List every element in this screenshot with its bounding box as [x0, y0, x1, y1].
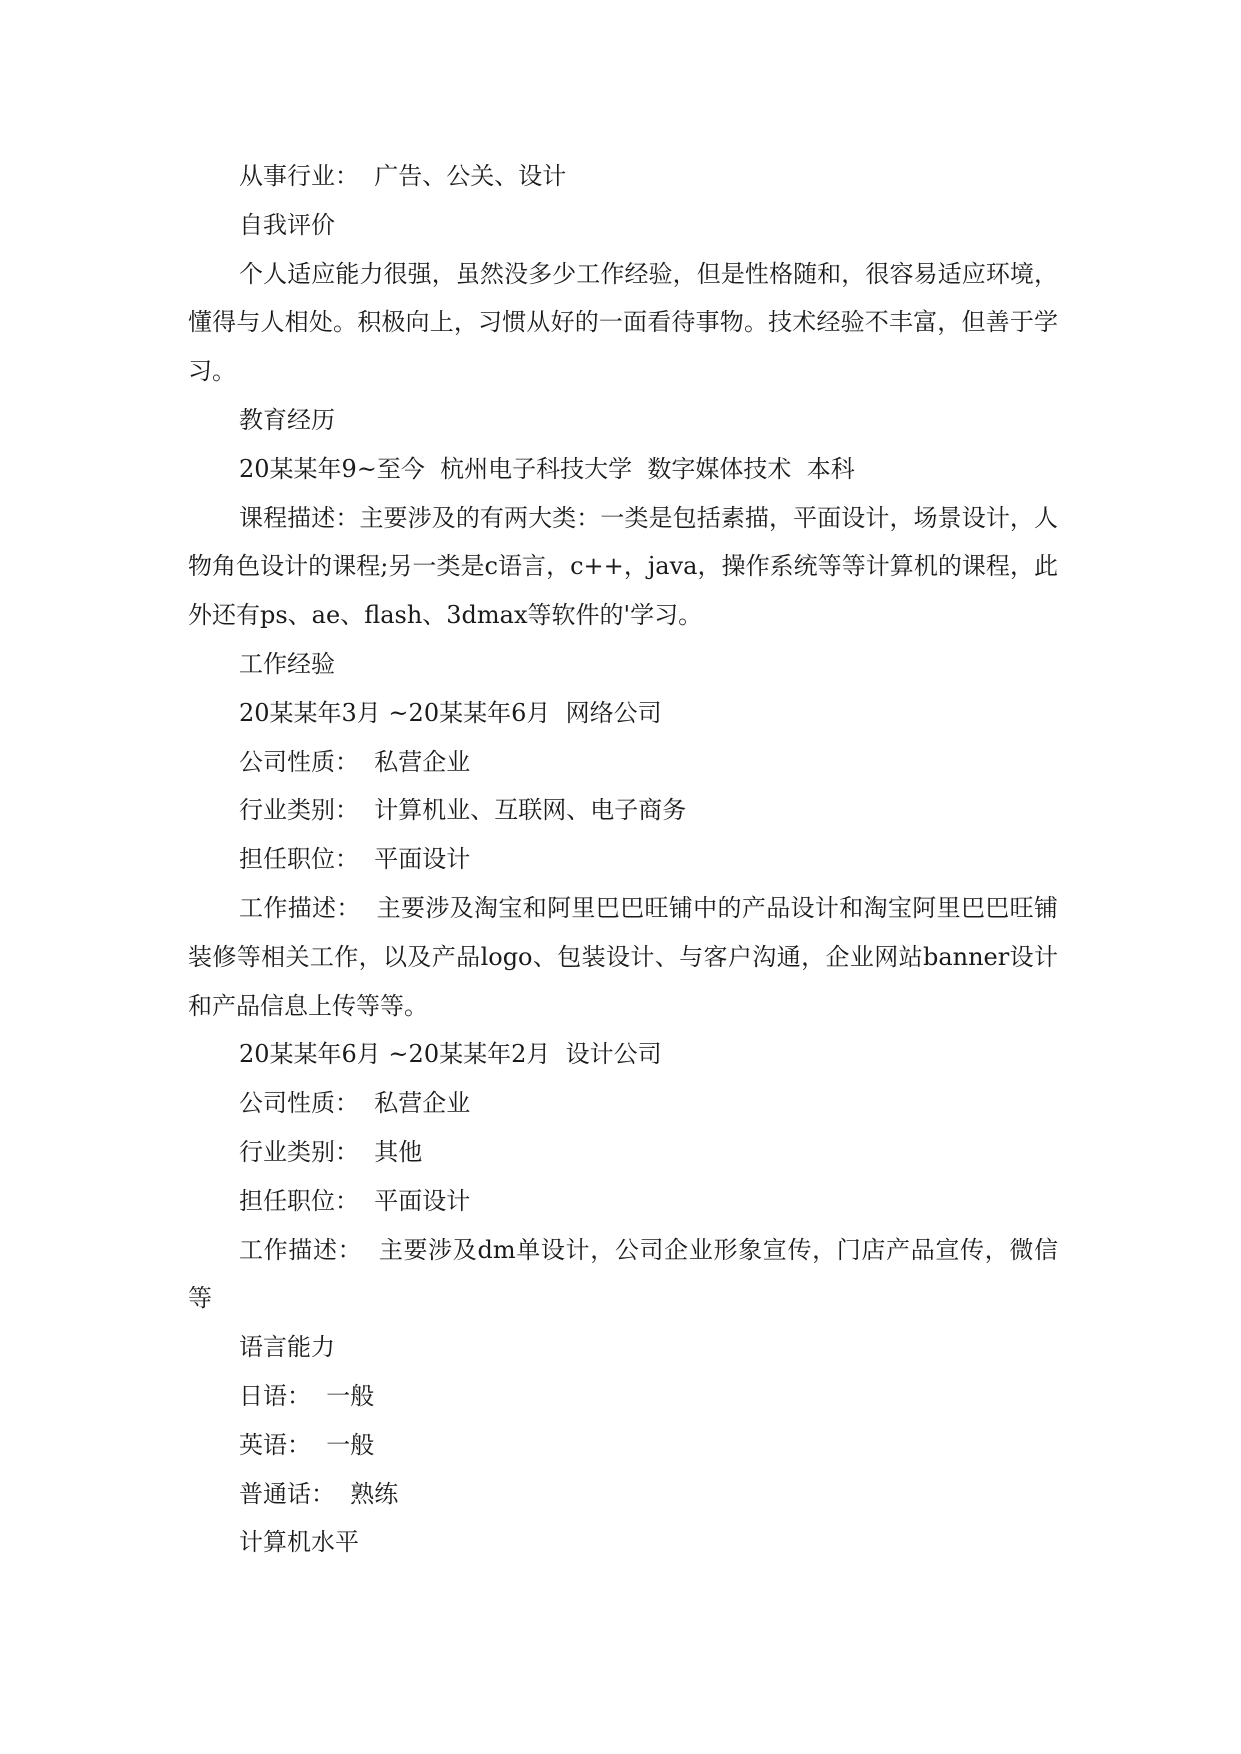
job-2-industry: 行业类别： 其他	[239, 1137, 423, 1166]
job-1-period: 20某某年3月 ~20某某年6月 网络公司	[239, 698, 662, 727]
language-english: 英语： 一般	[239, 1430, 375, 1459]
job-2-company-type: 公司性质： 私营企业	[239, 1089, 471, 1118]
course-description: 课程描述：主要涉及的有两大类：一类是包括素描，平面设计，场景设计，人物角色设计的课程;另一类是c语言，c++，java，操作系统等等计算机的课程，此外还有ps、ae、flash、3dmax等软件的'学习。	[188, 503, 1058, 630]
job-1-company-type: 公司性质： 私营企业	[239, 747, 471, 776]
job-1-industry: 行业类别： 计算机业、互联网、电子商务	[239, 796, 687, 825]
education-heading: 教育经历	[239, 405, 335, 434]
job-1-position: 担任职位： 平面设计	[239, 845, 471, 874]
self-evaluation-text: 个人适应能力很强，虽然没多少工作经验，但是性格随和，很容易适应环境，懂得与人相处。积极向上，习惯从好的一面看待事物。技术经验不丰富，但善于学习。	[188, 259, 1058, 386]
computer-skills-heading: 计算机水平	[239, 1528, 359, 1557]
job-2-position: 担任职位： 平面设计	[239, 1186, 471, 1215]
self-evaluation-heading: 自我评价	[239, 210, 335, 239]
education-entry: 20某某年9~至今 杭州电子科技大学 数字媒体技术 本科	[239, 454, 855, 483]
industry-line: 从事行业： 广告、公关、设计	[239, 162, 567, 190]
document-body	[188, 152, 1058, 1567]
work-experience-heading: 工作经验	[239, 649, 335, 678]
language-mandarin: 普通话： 熟练	[239, 1479, 399, 1508]
job-2-period: 20某某年6月 ~20某某年2月 设计公司	[239, 1040, 662, 1069]
job-1-description: 工作描述： 主要涉及淘宝和阿里巴巴旺铺中的产品设计和淘宝阿里巴巴旺铺装修等相关工作，以及产品logo、包装设计、与客户沟通，企业网站banner设计和产品信息上传等等。	[188, 893, 1058, 1020]
language-japanese: 日语： 一般	[239, 1381, 375, 1410]
job-2-description: 工作描述： 主要涉及dm单设计，公司企业形象宣传，门店产品宣传，微信等	[188, 1235, 1058, 1313]
language-heading: 语言能力	[239, 1333, 335, 1362]
